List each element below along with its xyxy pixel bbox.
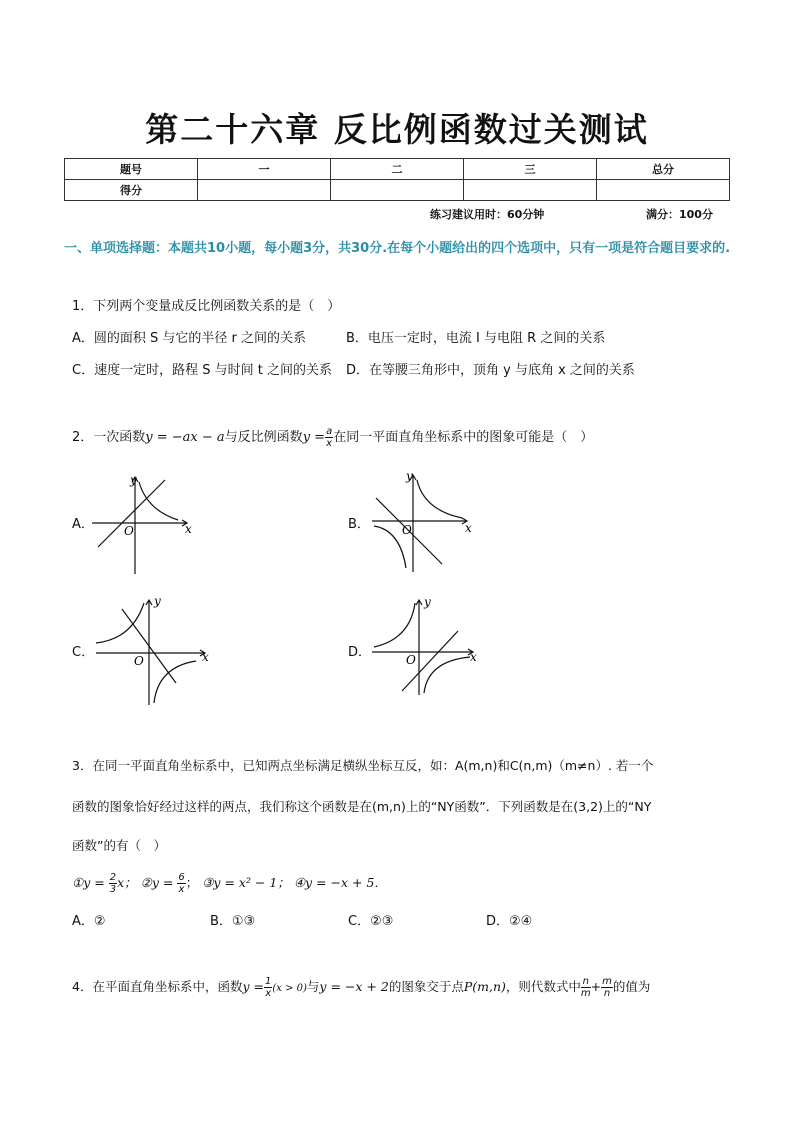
q2-text: 与反比例函数 (224, 430, 303, 445)
q2-text: 2．一次函数 (72, 430, 146, 445)
hyperbola-branch (374, 603, 415, 647)
q4-text: 4．在平面直角坐标系中，函数 (72, 979, 243, 994)
axis-x-label: x (185, 522, 192, 536)
q2-graph-d[interactable] (370, 595, 482, 700)
hyperbola-branch (139, 482, 178, 520)
q1-stem: 1．下列两个变量成反比例函数关系的是（ ） (72, 299, 341, 314)
score-input-cell[interactable] (331, 180, 464, 201)
score-input-cell[interactable] (597, 180, 730, 201)
axis-y-label: y (154, 595, 161, 608)
q1-option-a[interactable]: A．圆的面积 S 与它的半径 r 之间的关系 (72, 331, 307, 346)
origin-label: O (134, 654, 144, 668)
q2-option-a-label[interactable]: A． (72, 517, 94, 532)
q2-graph-b[interactable] (370, 468, 480, 578)
q2-inverse-lhs: y = (302, 430, 326, 445)
fraction-numerator: m (602, 976, 612, 987)
q3-stem-line1: 3．在同一平面直角坐标系中，已知两点坐标满足横纵坐标互反，如：A(m,n)和C(n,m)（m≠n）. 若一个 (72, 758, 654, 773)
fraction-numerator: a (326, 426, 333, 437)
q3-function-3: ③y = x² − 1； (202, 875, 290, 890)
q2-option-d-label[interactable]: D． (348, 645, 372, 660)
q4-linear-function: y = −x + 2 (319, 979, 389, 994)
q3-function-4: ④y = −x + 5． (293, 875, 387, 890)
score-input-cell[interactable] (198, 180, 331, 201)
hyperbola-branch (417, 480, 462, 518)
origin-label: O (402, 523, 412, 537)
axis-x-label: x (465, 521, 472, 535)
fraction-denominator: x (178, 884, 185, 895)
q3-option-a[interactable]: A．② (72, 914, 106, 929)
q3-stem-line2: 函数的图象恰好经过这样的两点，我们称这个函数是在(m,n)上的“NY函数”．下列函数是在(3,2)上的“NY (72, 799, 652, 814)
table-cell: 三 (464, 159, 597, 180)
q2-text: 在同一平面直角坐标系中的图象可能是（ ） (333, 430, 594, 445)
q3-function-2: ②y = (140, 875, 174, 890)
origin-label: O (406, 653, 416, 667)
q4-expr-fraction-1 (581, 976, 591, 999)
fraction-numerator: 1 (264, 976, 272, 987)
q2-graph-c[interactable] (92, 595, 214, 707)
score-input-cell[interactable] (464, 180, 597, 201)
q3-option-c[interactable]: C．②③ (348, 914, 394, 929)
q3-function-1-fraction (109, 872, 117, 895)
full-marks: 满分：100分 (646, 208, 713, 221)
fraction-numerator: 6 (178, 872, 185, 883)
page-title: 第二十六章 反比例函数过关测试 (145, 110, 649, 149)
fraction-numerator: n (582, 976, 589, 987)
fraction-denominator: x (326, 438, 333, 449)
hyperbola-branch (424, 657, 470, 693)
table-row (65, 159, 730, 180)
q4-function-condition: (x > 0) (272, 983, 307, 994)
fraction-numerator: 2 (109, 872, 117, 883)
q4-stem (72, 976, 650, 999)
q4-text: 的图象交于点 (388, 979, 464, 994)
axis-y-label: y (406, 469, 413, 483)
section-heading: 一、单项选择题：本题共10小题，每小题3分，共30分.在每个小题给出的四个选项中，只有一项是符合题目要求的. (64, 241, 731, 256)
axis-x-label: x (470, 650, 477, 664)
table-cell: 一 (198, 159, 331, 180)
q2-stem (72, 426, 593, 449)
q3-function-1-tail: x； (117, 875, 137, 890)
table-cell: 二 (331, 159, 464, 180)
table-cell: 总分 (597, 159, 730, 180)
origin-label: O (124, 524, 134, 538)
q4-point: P(m,n) (463, 979, 506, 994)
plus-sign: + (590, 979, 602, 994)
suggested-time: 练习建议用时：60分钟 (430, 208, 545, 221)
q4-text: ，则代数式中 (505, 979, 581, 994)
q3-stem-line3: 函数”的有（ ） (72, 838, 166, 853)
q3-option-d[interactable]: D．②④ (486, 914, 533, 929)
hyperbola-branch (96, 603, 144, 643)
axis-y-label: y (424, 595, 431, 609)
q1-option-c[interactable]: C．速度一定时，路程 S 与时间 t 之间的关系 (72, 363, 332, 378)
axis-y-label: y (130, 473, 137, 487)
q2-inverse-fraction (325, 426, 333, 449)
q1-option-d[interactable]: D．在等腰三角形中，顶角 y 与底角 x 之间的关系 (346, 363, 635, 378)
q4-text: 的值为 (612, 979, 651, 994)
q1-option-b[interactable]: B．电压一定时，电流 I 与电阻 R 之间的关系 (346, 331, 606, 346)
table-cell: 得分 (65, 180, 198, 201)
q3-function-2-tail: ； (185, 875, 199, 890)
q4-expr-fraction-2 (601, 976, 613, 999)
q3-function-1: ①y = (72, 875, 105, 890)
fraction-denominator: 3 (109, 884, 117, 895)
fraction-denominator: x (265, 988, 272, 999)
q3-function-2-fraction (177, 872, 185, 895)
fraction-denominator: m (580, 988, 591, 999)
q2-graph-a[interactable] (90, 470, 200, 580)
q3-functions (72, 872, 387, 895)
table-row (65, 180, 730, 201)
q2-option-c-label[interactable]: C． (72, 645, 95, 660)
q4-text: 与 (306, 979, 320, 994)
fraction-denominator: n (603, 988, 611, 999)
q2-option-b-label[interactable]: B． (348, 517, 370, 532)
score-table (64, 158, 730, 201)
axis-x-label: x (202, 650, 209, 664)
table-cell: 题号 (65, 159, 198, 180)
q2-linear-formula: y = −ax − a (145, 430, 225, 445)
q3-option-b[interactable]: B．①③ (210, 914, 256, 929)
q4-function-lhs: y = (242, 979, 264, 994)
